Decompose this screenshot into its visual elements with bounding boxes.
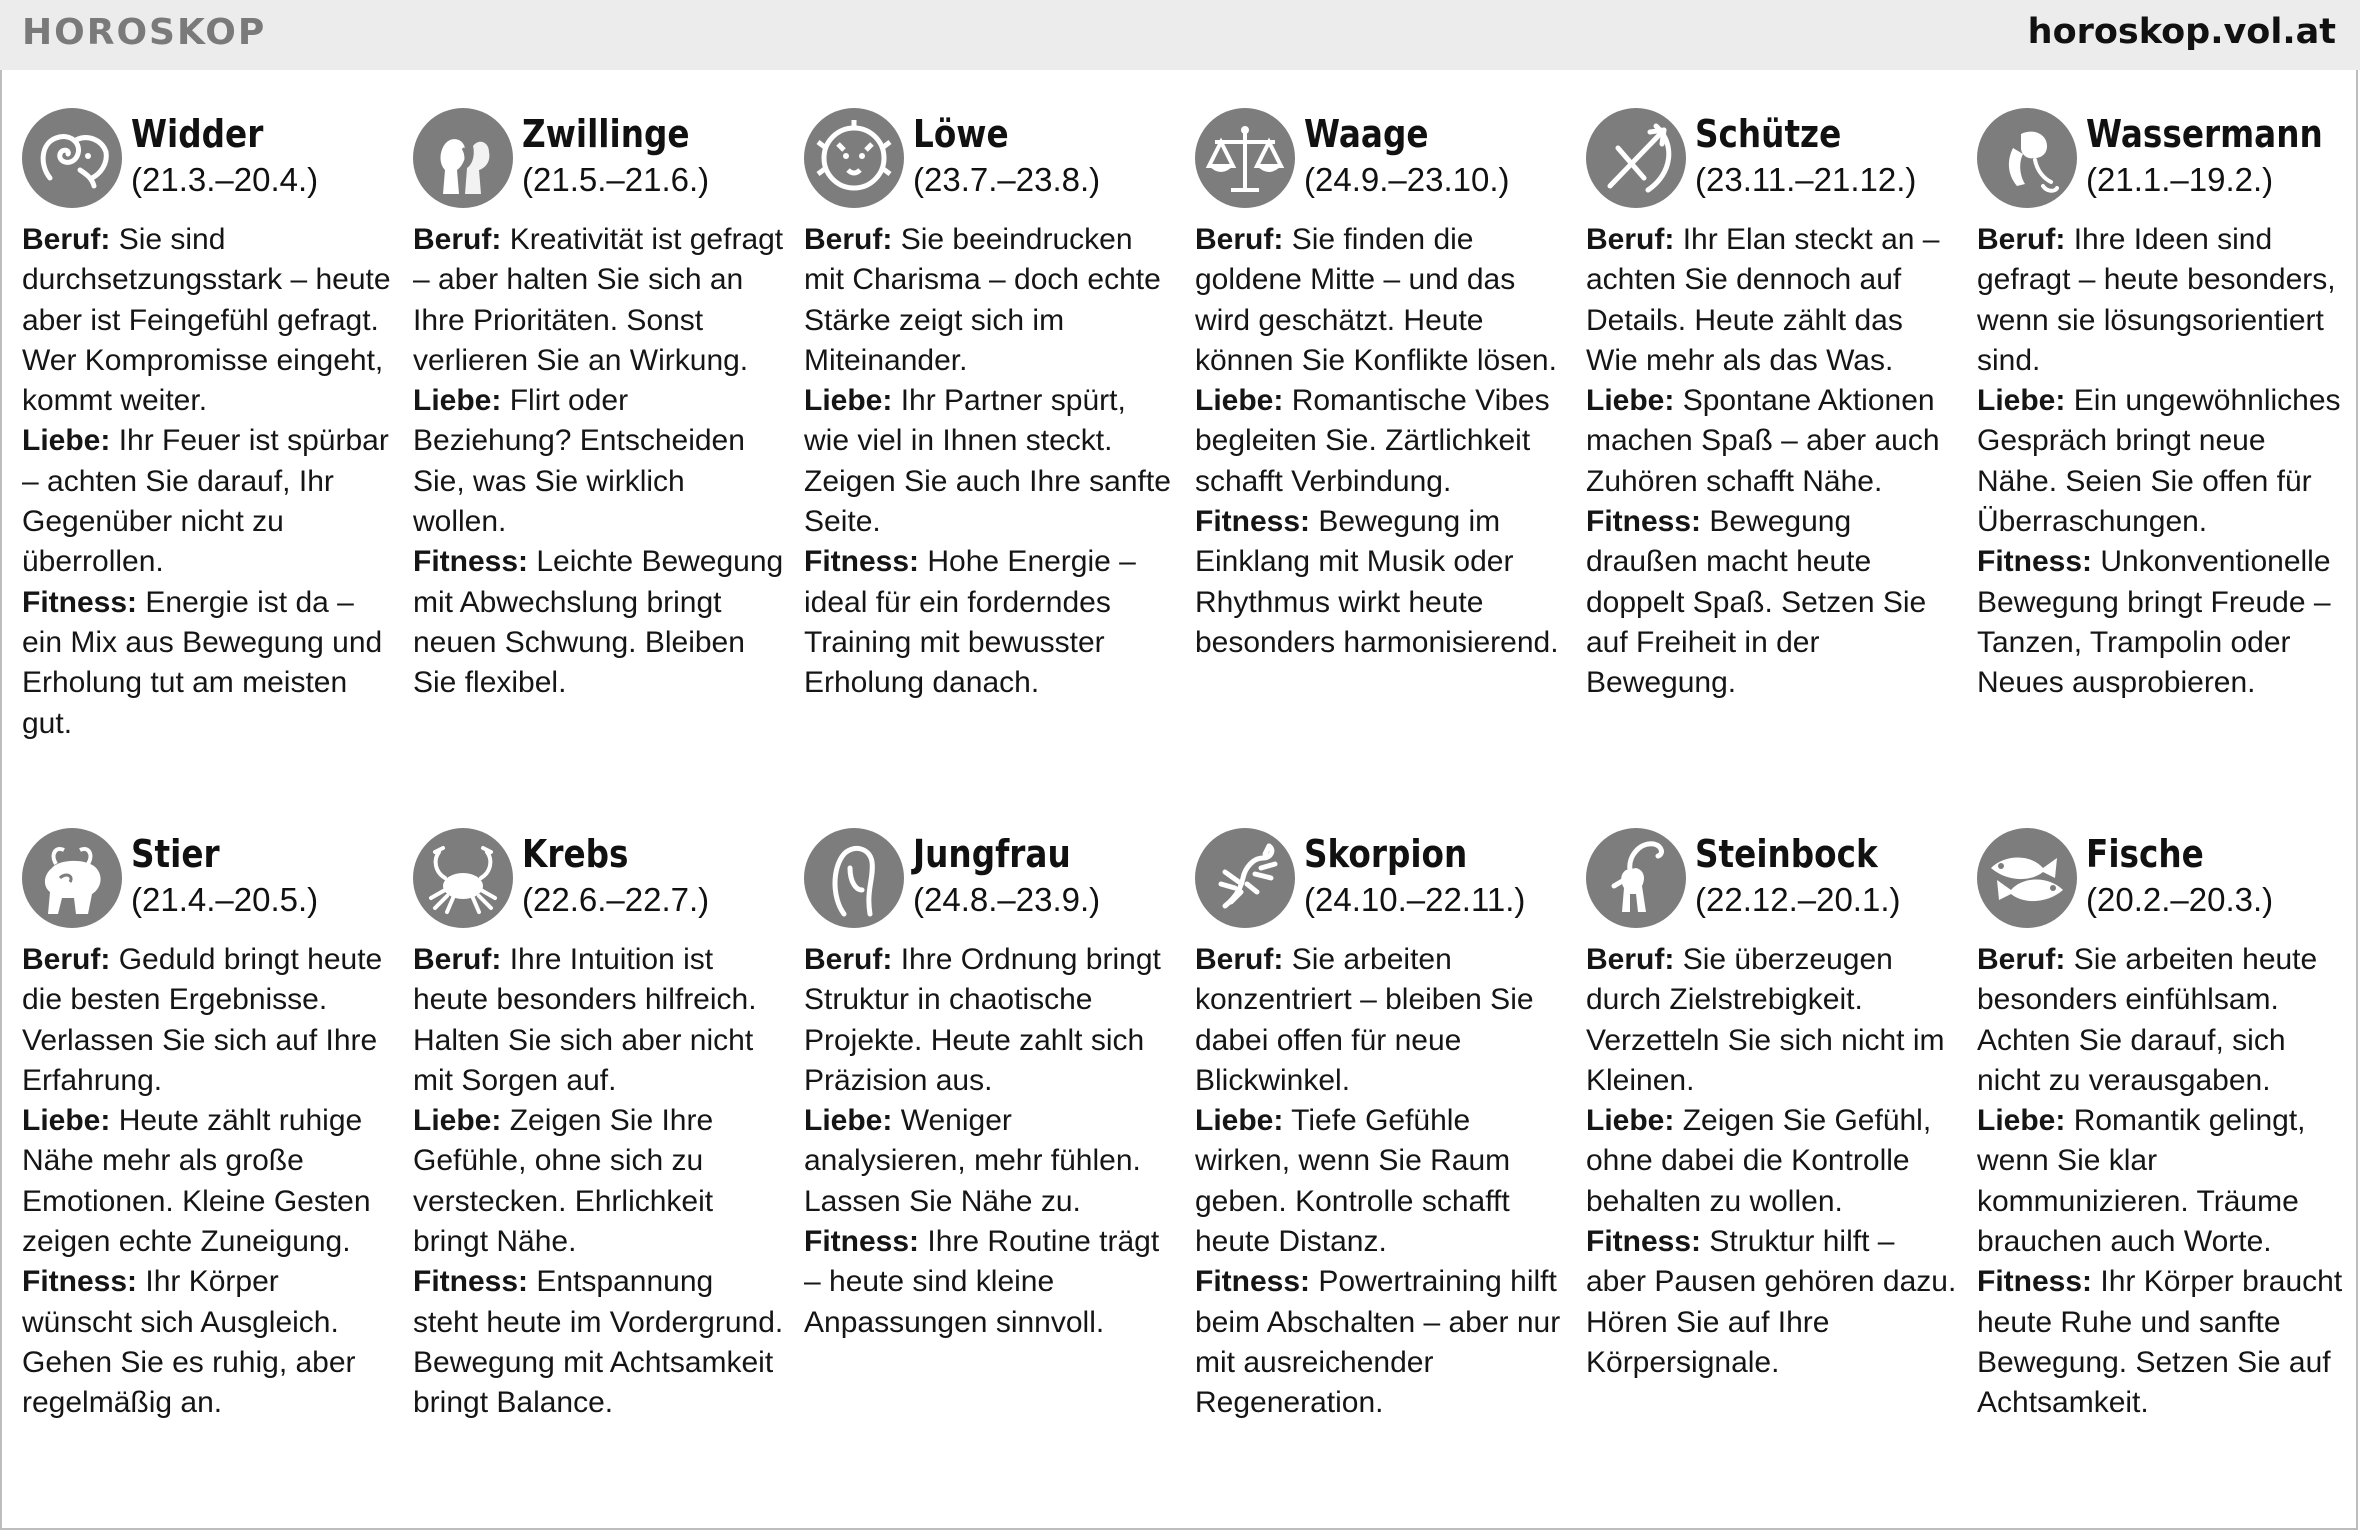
fitness-text: Struktur hilft – aber Pausen gehören dazu. Hören Sie auf Ihre Körpersignale. (1586, 1225, 1957, 1379)
sign-dates: (22.6.–22.7.) (522, 881, 710, 918)
fitness-label: Fitness: (413, 1265, 529, 1299)
liebe-label: Liebe: (22, 424, 111, 458)
fitness-text: Bewegung im Einklang mit Musik oder Rhythmus wirkt heute besonders harmonisierend. (1195, 505, 1559, 659)
beruf-text: Kreativität ist gefragt – aber halten Sie sich an Ihre Prioritäten. Sonst verlieren Sie an Wirkung. (413, 223, 784, 377)
liebe-text: Ihr Partner spürt, wie viel in Ihnen steckt. Zeigen Sie auch Ihre sanfte Seite. (804, 384, 1171, 539)
taurus-bull-icon (22, 828, 122, 928)
sign-text (1586, 940, 1958, 1383)
sign-dates: (23.7.–23.8.) (913, 161, 1101, 198)
liebe-label: Liebe: (413, 384, 502, 418)
sign-dates: (21.3.–20.4.) (131, 161, 319, 198)
sign-text (1586, 220, 1958, 704)
sign-name: Zwillinge (522, 112, 690, 156)
fitness-text: Ihr Körper wünscht sich Ausgleich. Gehen Sie es ruhig, aber regelmäßig an. (22, 1265, 356, 1420)
liebe-text: Spontane Aktionen machen Spaß – aber auch Zuhören schafft Nähe. (1586, 384, 1940, 498)
gemini-twins-icon (413, 108, 513, 208)
beruf-label: Beruf: (1195, 943, 1284, 976)
beruf-text: Ihre Ideen sind gefragt – heute besonders, wenn sie lösungsorientiert sind. (1977, 223, 2336, 377)
liebe-text: Zeigen Sie Ihre Gefühle, ohne sich zu verstecken. Ehrlichkeit bringt Nähe. (413, 1104, 714, 1259)
sign-text (413, 220, 785, 704)
liebe-label: Liebe: (804, 1104, 893, 1138)
sagittarius-archer-icon (1586, 108, 1686, 208)
beruf-text: Sie arbeiten heute besonders einfühlsam. Achten Sie darauf, sich nicht zu verausgaben. (1977, 943, 2318, 1097)
sign-dates: (20.2.–20.3.) (2086, 881, 2274, 918)
fitness-text: Ihre Routine trägt – heute sind kleine Anpassungen sinnvoll. (804, 1225, 1160, 1339)
leo-lion-icon (804, 108, 904, 208)
beruf-text: Ihr Elan steckt an – achten Sie dennoch auf Details. Heute zählt das Wie mehr als das Was. (1586, 223, 1940, 377)
fitness-label: Fitness: (1977, 1265, 2093, 1299)
sign-dates: (23.11.–21.12.) (1695, 161, 1917, 198)
cancer-crab-icon (413, 828, 513, 928)
beruf-label: Beruf: (804, 223, 893, 256)
beruf-label: Beruf: (1586, 943, 1675, 976)
liebe-text: Flirt oder Beziehung? Entscheiden Sie, was Sie wirklich wollen. (413, 384, 745, 539)
liebe-label: Liebe: (1586, 1104, 1675, 1138)
fitness-text: Hohe Energie – ideal für ein forderndes Training mit bewusster Erholung danach. (804, 545, 1136, 700)
liebe-label: Liebe: (1195, 1104, 1284, 1138)
beruf-label: Beruf: (22, 223, 111, 256)
fitness-text: Leichte Bewegung mit Abwechslung bringt neuen Schwung. Bleiben Sie flexibel. (413, 545, 784, 700)
sign-text (1195, 940, 1567, 1424)
sign-dates: (21.1.–19.2.) (2086, 161, 2274, 198)
fitness-text: Ihr Körper braucht heute Ruhe und sanfte Bewegung. Setzen Sie auf Achtsamkeit. (1977, 1265, 2343, 1420)
beruf-text: Sie arbeiten konzentriert – bleiben Sie dabei offen für neue Blickwinkel. (1195, 943, 1534, 1097)
fitness-text: Energie ist da – ein Mix aus Bewegung und Erholung tut am meisten gut. (22, 585, 383, 740)
fitness-text: Powertraining hilft beim Abschalten – aber nur mit ausreichender Regeneration. (1195, 1265, 1561, 1420)
sign-name: Waage (1304, 112, 1429, 156)
sign-name: Jungfrau (913, 832, 1071, 876)
beruf-label: Beruf: (1977, 223, 2066, 256)
sign-name: Löwe (913, 112, 1009, 156)
liebe-text: Romantische Vibes begleiten Sie. Zärtlichkeit schafft Verbindung. (1195, 384, 1550, 498)
liebe-text: Ein ungewöhnliches Gespräch bringt neue Nähe. Seien Sie offen für Überraschungen. (1977, 384, 2341, 539)
liebe-text: Ihr Feuer ist spürbar – achten Sie darauf, Ihr Gegenüber nicht zu überrollen. (22, 424, 389, 579)
sign-text (1195, 220, 1567, 663)
sign-name: Schütze (1695, 112, 1842, 156)
liebe-text: Zeigen Sie Gefühl, ohne dabei die Kontrolle behalten zu wollen. (1586, 1104, 1932, 1218)
sign-name: Widder (131, 112, 264, 156)
sign-text (804, 220, 1176, 704)
beruf-label: Beruf: (1586, 223, 1675, 256)
liebe-label: Liebe: (1977, 384, 2066, 418)
fitness-label: Fitness: (1586, 505, 1702, 539)
sign-text (1977, 940, 2349, 1424)
sign-name: Fische (2086, 832, 2204, 876)
sign-name: Skorpion (1304, 832, 1468, 876)
fitness-label: Fitness: (804, 1225, 920, 1259)
fitness-label: Fitness: (1977, 545, 2093, 579)
liebe-label: Liebe: (804, 384, 893, 418)
sign-text (804, 940, 1176, 1343)
liebe-text: Tiefe Gefühle wirken, wenn Sie Raum geben. Kontrolle schafft heute Distanz. (1195, 1104, 1511, 1259)
sign-name: Wassermann (2086, 112, 2323, 156)
sign-dates: (21.4.–20.5.) (131, 881, 319, 918)
libra-scales-icon (1195, 108, 1295, 208)
sign-text (413, 940, 785, 1424)
fitness-label: Fitness: (22, 1265, 138, 1299)
beruf-label: Beruf: (22, 943, 111, 976)
liebe-text: Weniger analysieren, mehr fühlen. Lassen Sie Nähe zu. (804, 1104, 1141, 1218)
beruf-text: Sie beeindrucken mit Charisma – doch echte Stärke zeigt sich im Miteinander. (804, 223, 1161, 377)
beruf-text: Sie sind durchsetzungsstark – heute aber ist Feingefühl gefragt. Wer Kompromisse eingeht, kommt weiter. (22, 223, 391, 418)
section-title: HOROSKOP (22, 12, 267, 53)
fitness-text: Unkonventionelle Bewegung bringt Freude – Tanzen, Trampolin oder Neues ausprobieren. (1977, 545, 2331, 700)
fitness-label: Fitness: (22, 585, 138, 619)
liebe-text: Romantik gelingt, wenn Sie klar kommunizieren. Träume brauchen auch Worte. (1977, 1104, 2306, 1259)
fitness-text: Entspannung steht heute im Vordergrund. Bewegung mit Achtsamkeit bringt Balance. (413, 1265, 784, 1420)
sign-dates: (24.9.–23.10.) (1304, 161, 1510, 198)
sign-text (22, 220, 394, 744)
sign-name: Stier (131, 832, 220, 876)
fitness-label: Fitness: (1195, 1265, 1311, 1299)
fitness-label: Fitness: (413, 545, 529, 579)
virgo-maiden-icon (804, 828, 904, 928)
page-header (0, 0, 2360, 70)
aries-ram-icon (22, 108, 122, 208)
sign-dates: (21.5.–21.6.) (522, 161, 710, 198)
beruf-text: Sie überzeugen durch Zielstrebigkeit. Verzetteln Sie sich nicht im Kleinen. (1586, 943, 1945, 1097)
fitness-label: Fitness: (1586, 1225, 1702, 1259)
sign-text (1977, 220, 2349, 704)
sign-text (22, 940, 394, 1424)
liebe-label: Liebe: (22, 1104, 111, 1138)
liebe-label: Liebe: (1977, 1104, 2066, 1138)
beruf-label: Beruf: (413, 943, 502, 976)
sign-dates: (24.8.–23.9.) (913, 881, 1101, 918)
beruf-text: Ihre Ordnung bringt Struktur in chaotische Projekte. Heute zahlt sich Präzision aus. (804, 943, 1161, 1097)
capricorn-ibex-icon (1586, 828, 1686, 928)
liebe-label: Liebe: (413, 1104, 502, 1138)
beruf-label: Beruf: (413, 223, 502, 256)
aquarius-water-bearer-icon (1977, 108, 2077, 208)
beruf-label: Beruf: (1977, 943, 2066, 976)
beruf-text: Geduld bringt heute die besten Ergebnisse. Verlassen Sie sich auf Ihre Erfahrung. (22, 943, 383, 1097)
sign-name: Krebs (522, 832, 629, 876)
fitness-label: Fitness: (804, 545, 920, 579)
beruf-label: Beruf: (804, 943, 893, 976)
liebe-label: Liebe: (1586, 384, 1675, 418)
site-url: horoskop.vol.at (2027, 12, 2336, 52)
beruf-text: Ihre Intuition ist heute besonders hilfreich. Halten Sie sich aber nicht mit Sorgen auf. (413, 943, 757, 1097)
liebe-label: Liebe: (1195, 384, 1284, 418)
sign-name: Steinbock (1695, 832, 1878, 876)
beruf-text: Sie finden die goldene Mitte – und das wird geschätzt. Heute können Sie Konflikte lösen. (1195, 223, 1557, 377)
sign-dates: (24.10.–22.11.) (1304, 881, 1526, 918)
fitness-label: Fitness: (1195, 505, 1311, 539)
sign-dates: (22.12.–20.1.) (1695, 881, 1901, 918)
pisces-fish-icon (1977, 828, 2077, 928)
fitness-text: Bewegung draußen macht heute doppelt Spaß. Setzen Sie auf Freiheit in der Bewegung. (1586, 505, 1927, 700)
beruf-label: Beruf: (1195, 223, 1284, 256)
liebe-text: Heute zählt ruhige Nähe mehr als große Emotionen. Kleine Gesten zeigen echte Zuneigung. (22, 1104, 371, 1259)
scorpio-scorpion-icon (1195, 828, 1295, 928)
